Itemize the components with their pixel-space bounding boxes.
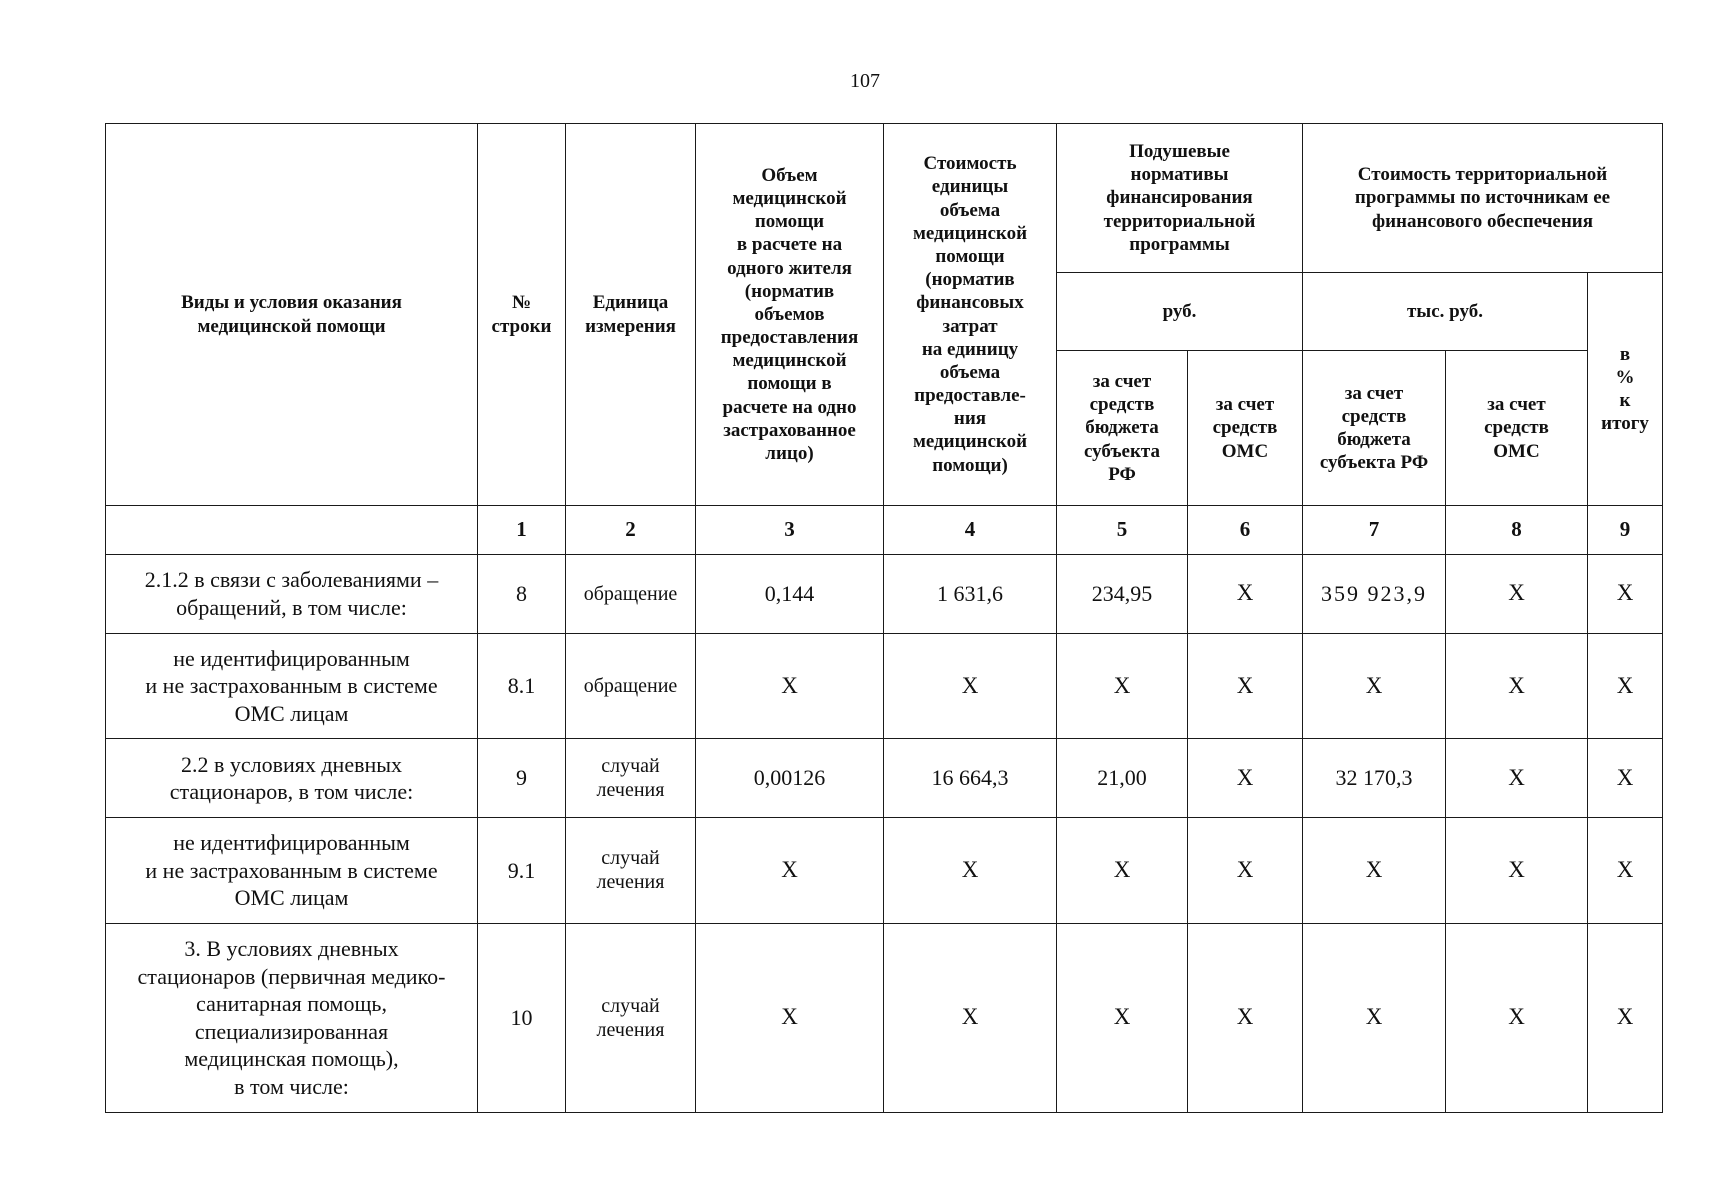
column-number: 4 [884,506,1057,555]
cell-unit: обращение [566,555,696,634]
cell-program-oms: X [1446,739,1588,818]
cell-volume: X [696,817,884,923]
cell-volume: X [696,923,884,1112]
column-number: 8 [1446,506,1588,555]
column-number [106,506,478,555]
cell-program-budget: X [1303,633,1446,739]
header-volume: Объем медицинской помощи в расчете на одного жителя (норматив объемов предоставления медицинской помощи в расчете на одно застрахованное лицо) [696,124,884,506]
table-row [106,739,1663,818]
cell-percent: X [1588,555,1663,634]
cell-unit: случай лечения [566,739,696,818]
cell-unit-cost: X [884,817,1057,923]
cell-per-capita-budget: X [1057,633,1188,739]
cell-per-capita-budget: 234,95 [1057,555,1188,634]
cell-unit-cost: X [884,633,1057,739]
cell-per-capita-oms: X [1188,817,1303,923]
table-row [106,555,1663,634]
cell-unit: случай лечения [566,923,696,1112]
cell-row-number: 9 [478,739,566,818]
column-numbers-row [106,506,1663,555]
cell-percent: X [1588,923,1663,1112]
header-types: Виды и условия оказания медицинской помощи [106,124,478,506]
cell-percent: X [1588,633,1663,739]
cell-program-budget: 359 923,9 [1303,555,1446,634]
cell-percent: X [1588,739,1663,818]
header-per-capita: Подушевые нормативы финансирования территориальной программы [1057,124,1303,273]
cell-unit: случай лечения [566,817,696,923]
cell-unit-cost: 1 631,6 [884,555,1057,634]
column-number: 7 [1303,506,1446,555]
header-program-cost: Стоимость территориальной программы по источникам ее финансового обеспечения [1303,124,1663,273]
cell-per-capita-oms: X [1188,555,1303,634]
column-number: 3 [696,506,884,555]
cell-per-capita-budget: X [1057,817,1188,923]
cell-volume: 0,00126 [696,739,884,818]
header-budget-rf-2: за счет средств бюджета субъекта РФ [1303,351,1446,506]
cell-program-budget: X [1303,817,1446,923]
cell-row-number: 9.1 [478,817,566,923]
header-budget-rf: за счет средств бюджета субъекта РФ [1057,351,1188,506]
cell-program-budget: 32 170,3 [1303,739,1446,818]
header-oms-2: за счет средств ОМС [1446,351,1588,506]
cell-per-capita-oms: X [1188,923,1303,1112]
cell-program-oms: X [1446,633,1588,739]
cell-per-capita-oms: X [1188,633,1303,739]
cell-unit-cost: 16 664,3 [884,739,1057,818]
header-rub: руб. [1057,273,1303,351]
header-thousand-rub: тыс. руб. [1303,273,1588,351]
header-unit-cost: Стоимость единицы объема медицинской помощи (норматив финансовых затрат на единицу объема предоставле- ния медицинской помощи) [884,124,1057,506]
column-number: 6 [1188,506,1303,555]
financing-table [105,123,1663,1113]
column-number: 5 [1057,506,1188,555]
cell-row-number: 8.1 [478,633,566,739]
cell-volume: 0,144 [696,555,884,634]
cell-type: не идентифицированным и не застрахованным в системе ОМС лицам [106,817,478,923]
cell-percent: X [1588,817,1663,923]
header-unit: Единица измерения [566,124,696,506]
cell-type: 2.1.2 в связи с заболеваниями – обращений, в том числе: [106,555,478,634]
cell-per-capita-budget: X [1057,923,1188,1112]
table-row [106,633,1663,739]
column-number: 1 [478,506,566,555]
cell-row-number: 10 [478,923,566,1112]
cell-program-oms: X [1446,923,1588,1112]
cell-program-oms: X [1446,817,1588,923]
column-number: 2 [566,506,696,555]
page-number: 107 [850,70,880,92]
header-row-number: № строки [478,124,566,506]
cell-per-capita-oms: X [1188,739,1303,818]
cell-type: 3. В условиях дневных стационаров (первичная медико- санитарная помощь, специализированная медицинская помощь), в том числе: [106,923,478,1112]
header-oms: за счет средств ОМС [1188,351,1303,506]
cell-volume: X [696,633,884,739]
cell-program-budget: X [1303,923,1446,1112]
cell-unit-cost: X [884,923,1057,1112]
column-number: 9 [1588,506,1663,555]
cell-program-oms: X [1446,555,1588,634]
cell-row-number: 8 [478,555,566,634]
header-percent: в % к итогу [1588,273,1663,506]
cell-per-capita-budget: 21,00 [1057,739,1188,818]
table-row [106,817,1663,923]
cell-type: 2.2 в условиях дневных стационаров, в том числе: [106,739,478,818]
cell-type: не идентифицированным и не застрахованным в системе ОМС лицам [106,633,478,739]
table-row [106,923,1663,1112]
cell-unit: обращение [566,633,696,739]
